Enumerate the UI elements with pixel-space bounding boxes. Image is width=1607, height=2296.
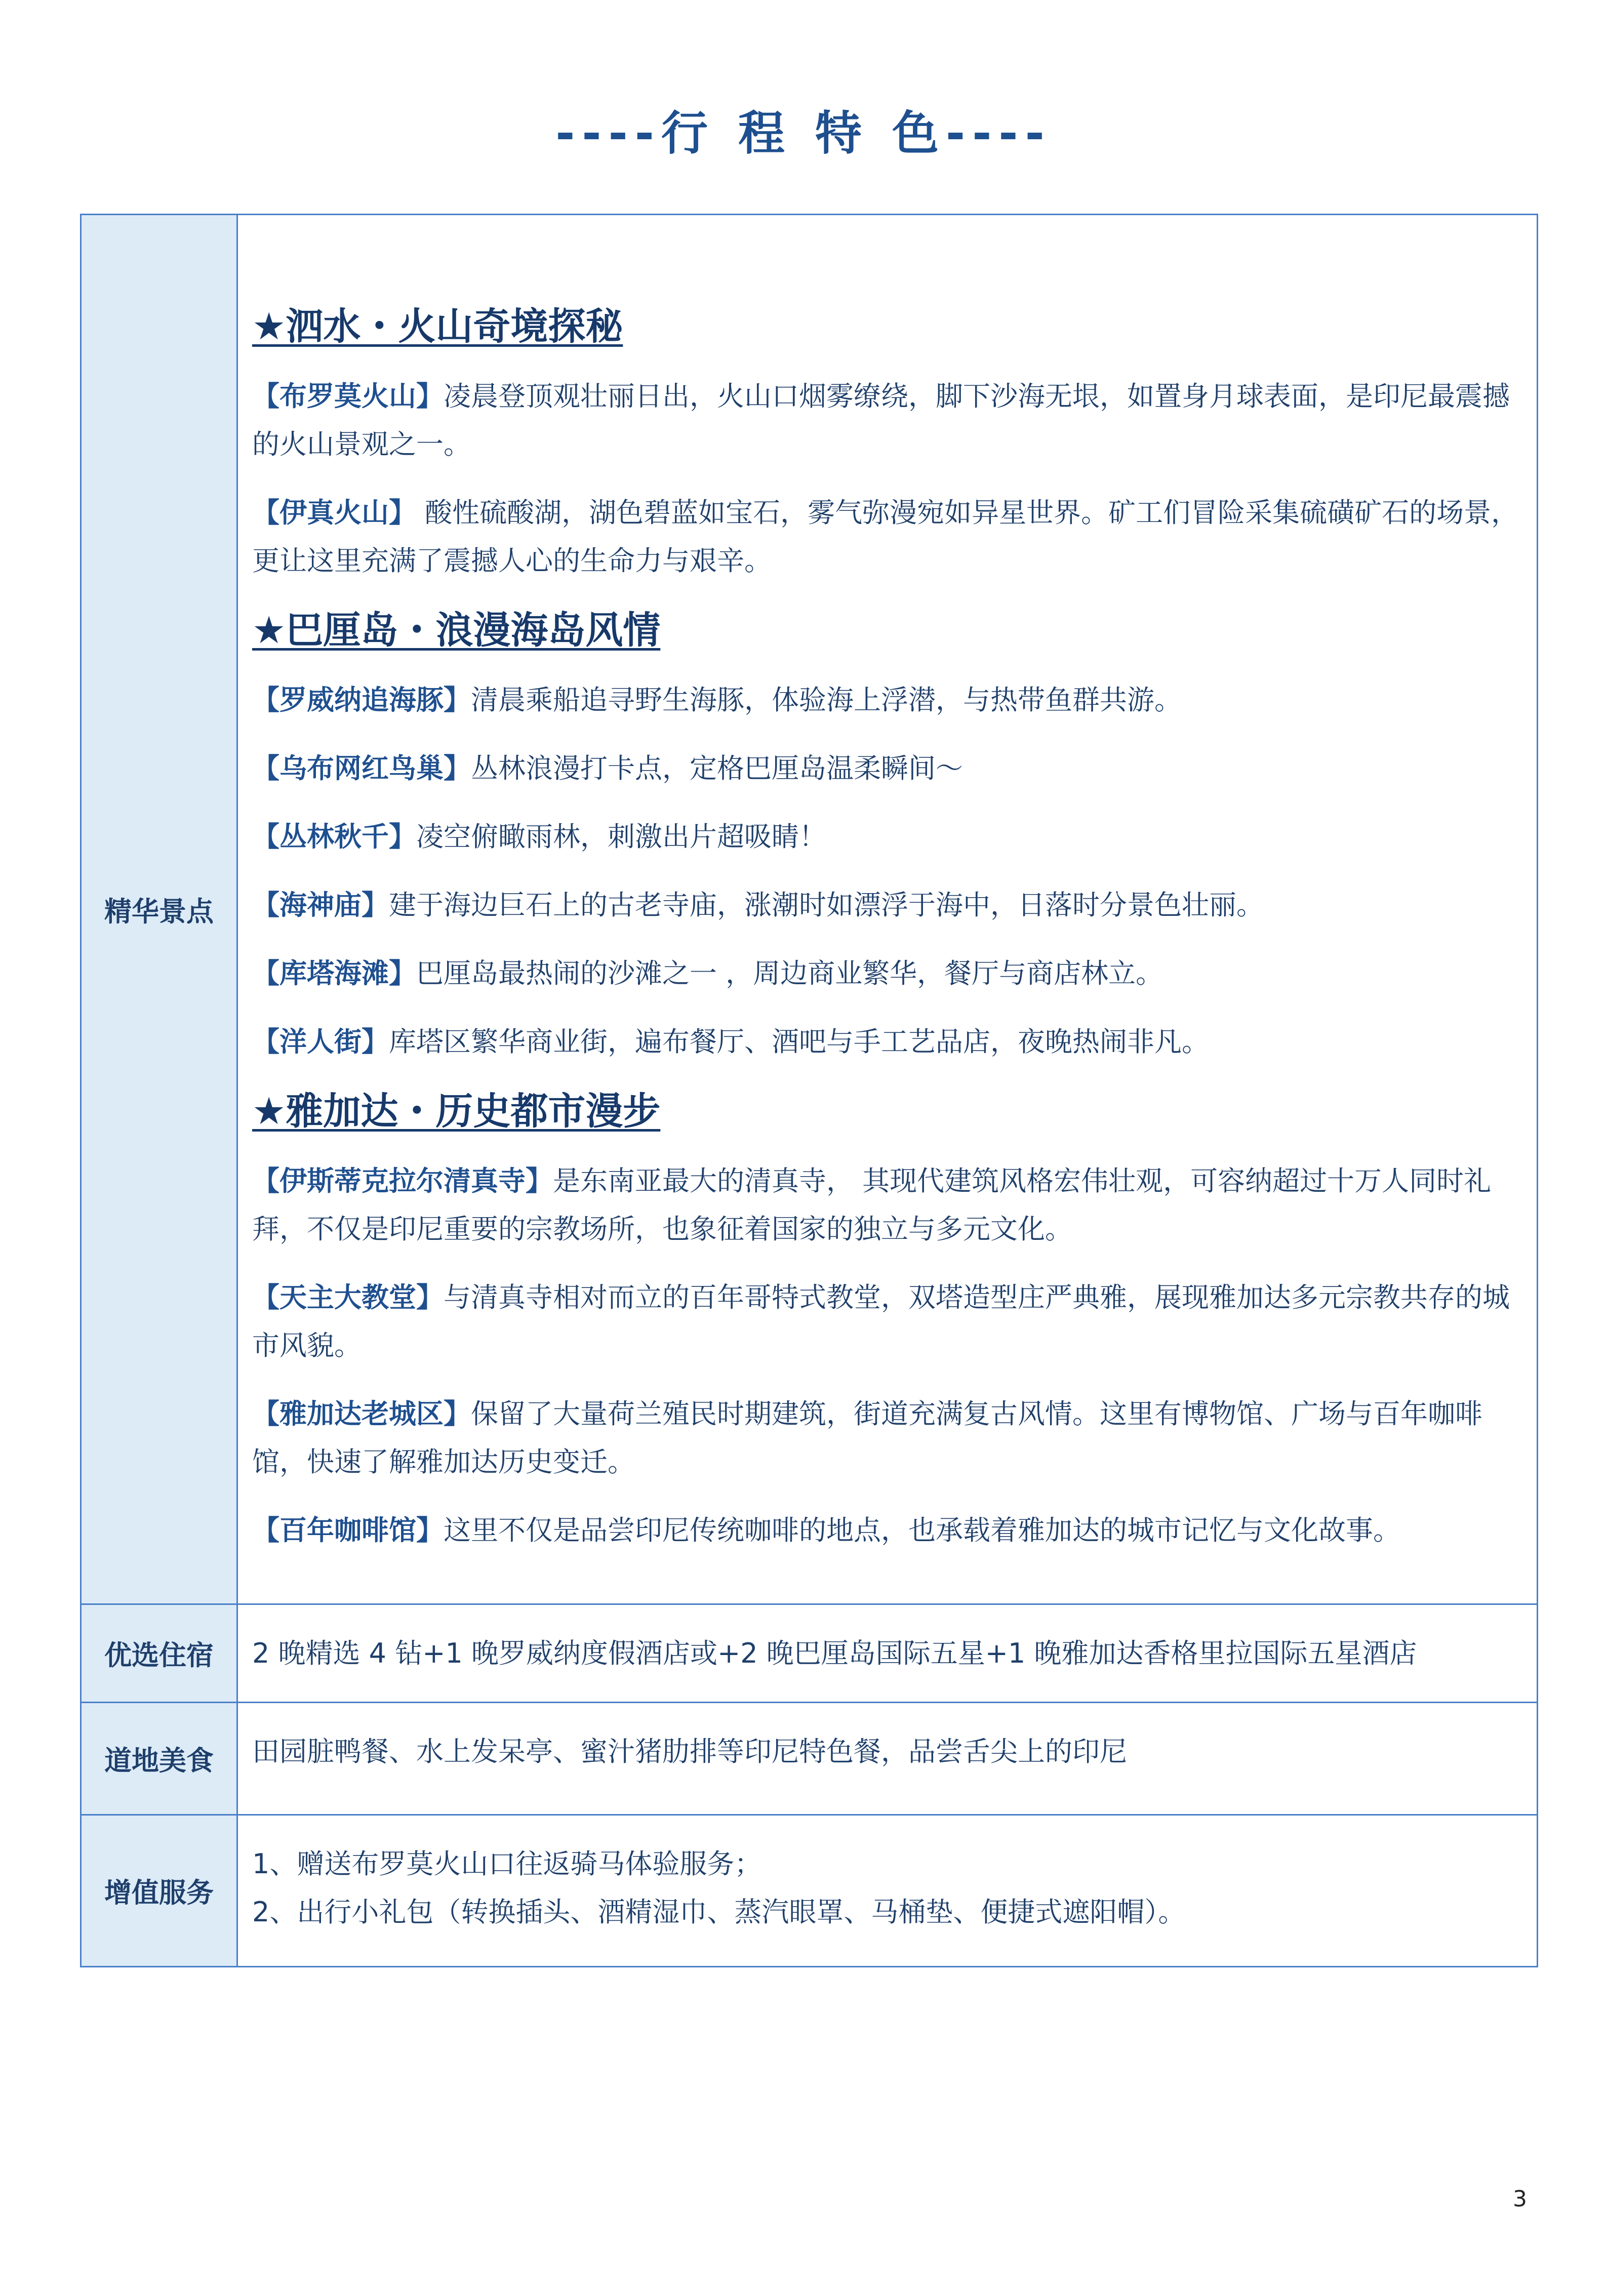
service-line: 2、出行小礼包（转换插头、酒精湿巾、蒸汽眼罩、马桶垫、便捷式遮阳帽）。 [252, 1896, 1186, 1928]
attraction-item [252, 949, 1523, 997]
attraction-name: 【布罗莫火山】 [252, 380, 444, 412]
attractions-row [82, 215, 1537, 1603]
attraction-name: 【海神庙】 [252, 889, 389, 921]
attraction-item [252, 1018, 1523, 1066]
attraction-name: 【乌布网红鸟巢】 [252, 752, 471, 784]
attraction-item [252, 1157, 1523, 1253]
attractions-label: 精华景点 [82, 215, 238, 1603]
attraction-name: 【库塔海滩】 [252, 957, 416, 989]
attraction-name: 【雅加达老城区】 [252, 1398, 471, 1430]
attraction-desc: 凌空俯瞰雨林，刺激出片超吸睛！ [416, 821, 826, 853]
attraction-desc: 库塔区繁华商业街，遍布餐厅、酒吧与手工艺品店，夜晚热闹非凡。 [389, 1026, 1209, 1058]
service-content [238, 1816, 1537, 1966]
food-label: 道地美食 [82, 1703, 238, 1814]
page-number: 3 [1513, 2186, 1527, 2212]
hotel-label: 优选住宿 [82, 1605, 238, 1702]
hotel-content: 2 晚精选 4 钻+1 晚罗威纳度假酒店或+2 晚巴厘岛国际五星+1 晚雅加达香格里拉国际五星酒店 [252, 1637, 1417, 1669]
attraction-item [252, 1273, 1523, 1369]
section-heading-bali: ★巴厘岛・浪漫海岛风情 [252, 609, 661, 652]
attraction-desc: 凌晨登顶观壮丽日出，火山口烟雾缭绕，脚下沙海无垠，如置身月球表面，是印尼最震撼的火山景观之一。 [252, 380, 1510, 460]
attraction-item [252, 372, 1523, 468]
food-row [82, 1702, 1537, 1814]
attraction-desc: 巴厘岛最热闹的沙滩之一 ，周边商业繁华，餐厅与商店林立。 [416, 957, 1163, 989]
hotel-row [82, 1603, 1537, 1702]
attraction-desc: 与清真寺相对而立的百年哥特式教堂，双塔造型庄严典雅，展现雅加达多元宗教共存的城市风貌。 [252, 1281, 1510, 1361]
attraction-desc: 建于海边巨石上的古老寺庙，涨潮时如漂浮于海中，日落时分景色壮丽。 [389, 889, 1264, 921]
attraction-name: 【丛林秋千】 [252, 821, 416, 853]
attraction-desc: 是东南亚最大的清真寺， 其现代建筑风格宏伟壮观，可容纳超过十万人同时礼拜，不仅是印尼重要的宗教场所，也象征着国家的独立与多元文化。 [252, 1165, 1492, 1245]
attraction-item [252, 881, 1523, 929]
section-heading-jakarta: ★雅加达・历史都市漫步 [252, 1090, 661, 1133]
attraction-desc: 保留了大量荷兰殖民时期建筑，街道充满复古风情。这里有博物馆、广场与百年咖啡馆，快速了解雅加达历史变迁。 [252, 1398, 1482, 1478]
attraction-desc: 清晨乘船追寻野生海豚，体验海上浮潜，与热带鱼群共游。 [471, 684, 1182, 716]
attraction-item [252, 744, 1523, 792]
attraction-item [252, 676, 1523, 724]
attraction-item [252, 1506, 1523, 1554]
attraction-desc: 丛林浪漫打卡点，定格巴厘岛温柔瞬间～ [471, 752, 963, 784]
service-line: 1、赠送布罗莫火山口往返骑马体验服务； [252, 1848, 762, 1880]
attraction-desc: 这里不仅是品尝印尼传统咖啡的地点，也承载着雅加达的城市记忆与文化故事。 [444, 1514, 1400, 1546]
service-label: 增值服务 [82, 1816, 238, 1966]
attraction-item [252, 813, 1523, 861]
attraction-name: 【洋人街】 [252, 1026, 389, 1058]
attraction-name: 【罗威纳追海豚】 [252, 684, 471, 716]
food-content: 田园脏鸭餐、水上发呆亭、蜜汁猪肋排等印尼特色餐，品尝舌尖上的印尼 [252, 1736, 1127, 1767]
attraction-name: 【伊真火山】 [252, 497, 416, 529]
page-title: ----行 程 特 色---- [555, 106, 1052, 160]
itinerary-features-table [80, 214, 1538, 1967]
attraction-item [252, 489, 1523, 585]
attractions-content [238, 215, 1537, 1603]
section-heading-surabaya: ★泗水・火山奇境探秘 [252, 305, 623, 348]
attraction-desc: 酸性硫酸湖，湖色碧蓝如宝石，雾气弥漫宛如异星世界。矿工们冒险采集硫磺矿石的场景，更让这里充满了震撼人心的生命力与艰辛。 [252, 497, 1519, 577]
service-row [82, 1814, 1537, 1966]
attraction-item [252, 1390, 1523, 1486]
attraction-name: 【天主大教堂】 [252, 1281, 444, 1313]
attraction-name: 【百年咖啡馆】 [252, 1514, 444, 1546]
attraction-name: 【伊斯蒂克拉尔清真寺】 [252, 1165, 553, 1197]
